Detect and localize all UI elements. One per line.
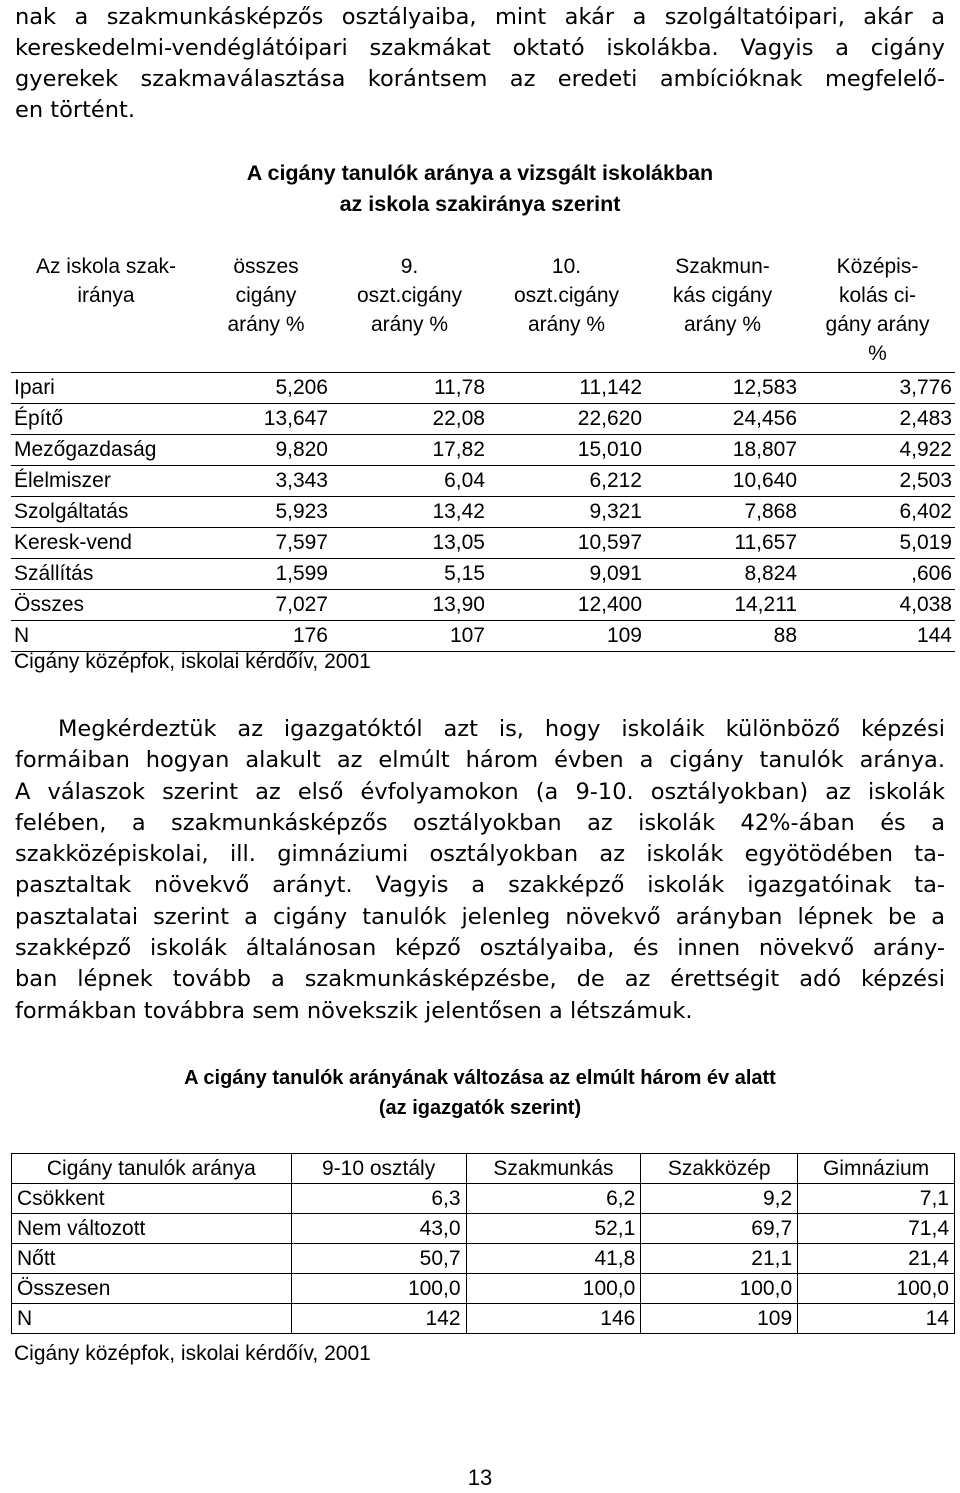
table1-caption [0,158,960,220]
body-line: pasztalatai szerint a cigány tanulók jelenleg növekvő arányban lépnek be a [15,903,945,930]
table2-caption-line: (az igazgatók szerint) [378,1097,582,1119]
table-cell: 6,04 [331,466,488,497]
table-cell: 88 [645,621,800,652]
table-cell: Csökkent [12,1184,292,1214]
table-row [11,559,955,590]
table-cell: Építő [11,404,201,435]
table-cell: 9,2 [641,1184,798,1214]
table1-header-row [11,252,955,373]
table-cell: N [12,1304,292,1334]
table-cell: 14,211 [645,590,800,621]
table-cell: 10,597 [488,528,645,559]
table-cell: Ipari [11,373,201,404]
table-row [11,621,955,652]
table-cell: Nem változott [12,1214,292,1244]
table-cell: 176 [201,621,331,652]
table-row [12,1214,955,1244]
table2-caption-line: A cigány tanulók arányának változása az elmúlt három év alatt [184,1067,776,1089]
table-cell: 43,0 [291,1214,466,1244]
table-cell: 109 [641,1304,798,1334]
table-cell: 6,212 [488,466,645,497]
table2-source: Cigány középfok, iskolai kérdőív, 2001 [14,1342,371,1365]
table-cell: 24,456 [645,404,800,435]
table-cell: 144 [800,621,955,652]
table-cell: 14 [798,1304,955,1334]
table-cell: 7,868 [645,497,800,528]
table-cell: 6,402 [800,497,955,528]
table-cell: 13,90 [331,590,488,621]
table-cell: 5,206 [201,373,331,404]
table-cell: 9,321 [488,497,645,528]
body-line: pasztaltak növekvő arányt. Vagyis a szakképző iskolák igazgatóinak ta- [15,872,945,899]
table-cell: Keresk-vend [11,528,201,559]
table-cell: Összes [11,590,201,621]
table-cell: 109 [488,621,645,652]
table2-header-cell: Gimnázium [798,1154,955,1184]
table-cell: 52,1 [466,1214,641,1244]
table-cell: 2,483 [800,404,955,435]
table1-header-cell: Középis- kolás ci- gány arány % [800,252,955,373]
table-cell: 50,7 [291,1244,466,1274]
table-cell: 71,4 [798,1214,955,1244]
table1-source: Cigány középfok, iskolai kérdőív, 2001 [14,650,371,673]
table-cell: 142 [291,1304,466,1334]
table-change-by-principals [11,1153,955,1334]
table-cell: 8,824 [645,559,800,590]
table1-header-cell: összes cigány arány % [201,252,331,373]
body-line: formákban továbbra sem növekszik jelentősen a létszámuk. [15,997,693,1024]
table-cell: 15,010 [488,435,645,466]
table-cell: 5,15 [331,559,488,590]
table-cell: 2,503 [800,466,955,497]
table-cell: 100,0 [641,1274,798,1304]
body-line: ban lépnek tovább a szakmunkásképzésbe, de az érettségit adó képzési [15,966,945,993]
table-cell: 7,1 [798,1184,955,1214]
intro-line: en történt. [15,97,135,123]
table-cell: 69,7 [641,1214,798,1244]
table-cell: 13,647 [201,404,331,435]
intro-paragraph [15,2,945,126]
table2-header-cell: Szakmunkás [466,1154,641,1184]
table-cell: 4,038 [800,590,955,621]
table-row [11,590,955,621]
table-cell: 21,4 [798,1244,955,1274]
table-row [11,466,955,497]
body-paragraph [15,714,945,1027]
table-cell: 21,1 [641,1244,798,1274]
table2-header-cell: Cigány tanulók aránya [12,1154,292,1184]
table-row [11,404,955,435]
table-row [12,1184,955,1214]
body-line: felében, a szakmunkásképzős osztályokban az iskolák 42%-ában és a [15,809,945,836]
table1-header-cell: 9. oszt.cigány arány % [331,252,488,373]
table-cell: N [11,621,201,652]
body-line: szakközépiskolai, ill. gimnáziumi osztályokban az iskolák egyötödében ta- [15,841,945,868]
table-cell: Nőtt [12,1244,292,1274]
table-row [11,497,955,528]
table-row [12,1244,955,1274]
table-cell: 17,82 [331,435,488,466]
table2-header-cell: Szakközép [641,1154,798,1184]
table-cell: 9,091 [488,559,645,590]
table-cell: 22,620 [488,404,645,435]
table-cell: 6,2 [466,1184,641,1214]
intro-line: gyerekek szakmaválasztása korántsem az eredeti ambícióknak megfelelő- [15,66,945,92]
table-share-by-school-type [11,252,955,652]
table-cell: Élelmiszer [11,466,201,497]
table-cell: Összesen [12,1274,292,1304]
table-cell: 18,807 [645,435,800,466]
table-cell: 41,8 [466,1244,641,1274]
table-cell: 7,027 [201,590,331,621]
table-cell: 100,0 [291,1274,466,1304]
table-cell: 13,42 [331,497,488,528]
table1-caption-line: az iskola szakiránya szerint [339,192,621,216]
table-cell: 100,0 [798,1274,955,1304]
table-cell: 11,142 [488,373,645,404]
table-cell: 146 [466,1304,641,1334]
table-cell: 11,657 [645,528,800,559]
table-cell: 13,05 [331,528,488,559]
table2-header-row [12,1154,955,1184]
table-cell: 12,583 [645,373,800,404]
table2-caption [0,1063,960,1123]
table1-caption-line: A cigány tanulók aránya a vizsgált iskolákban [246,161,714,185]
table-row [12,1274,955,1304]
table1-header-cell: Szakmun- kás cigány arány % [645,252,800,373]
table1-header-cell: Az iskola szak- iránya [11,252,201,373]
table-cell: ,606 [800,559,955,590]
table1-header-cell: 10. oszt.cigány arány % [488,252,645,373]
table-row [11,435,955,466]
table-cell: 5,923 [201,497,331,528]
body-line: formáiban hogyan alakult az elmúlt három évben a cigány tanulók aránya. [15,747,945,774]
table-cell: 10,640 [645,466,800,497]
table-cell: Mezőgazdaság [11,435,201,466]
intro-line: nak a szakmunkásképzős osztályaiba, mint akár a szolgáltatóipari, akár a [15,4,945,30]
page-number: 13 [467,1465,493,1490]
body-line: szakképző iskolák általánosan képző osztályaiba, és innen növekvő arány- [15,935,945,962]
table-cell: 1,599 [201,559,331,590]
table-cell: Szolgáltatás [11,497,201,528]
table-cell: 100,0 [466,1274,641,1304]
table-cell: Szállítás [11,559,201,590]
table-row [12,1304,955,1334]
table-cell: 3,776 [800,373,955,404]
table-cell: 4,922 [800,435,955,466]
table-cell: 22,08 [331,404,488,435]
table-cell: 12,400 [488,590,645,621]
table-cell: 11,78 [331,373,488,404]
table-cell: 107 [331,621,488,652]
body-line: A válaszok szerint az első évfolyamokon (a 9-10. osztályokban) az iskolák [15,778,945,805]
table-cell: 5,019 [800,528,955,559]
intro-line: kereskedelmi-vendéglátóipari szakmákat oktató iskolákba. Vagyis a cigány [15,35,945,61]
table2-header-cell: 9-10 osztály [291,1154,466,1184]
table-cell: 3,343 [201,466,331,497]
table-cell: 6,3 [291,1184,466,1214]
table-row [11,528,955,559]
body-line: Megkérdeztük az igazgatóktól azt is, hogy iskoláik különböző képzési [58,716,945,742]
table-row [11,373,955,404]
table-cell: 7,597 [201,528,331,559]
table-cell: 9,820 [201,435,331,466]
